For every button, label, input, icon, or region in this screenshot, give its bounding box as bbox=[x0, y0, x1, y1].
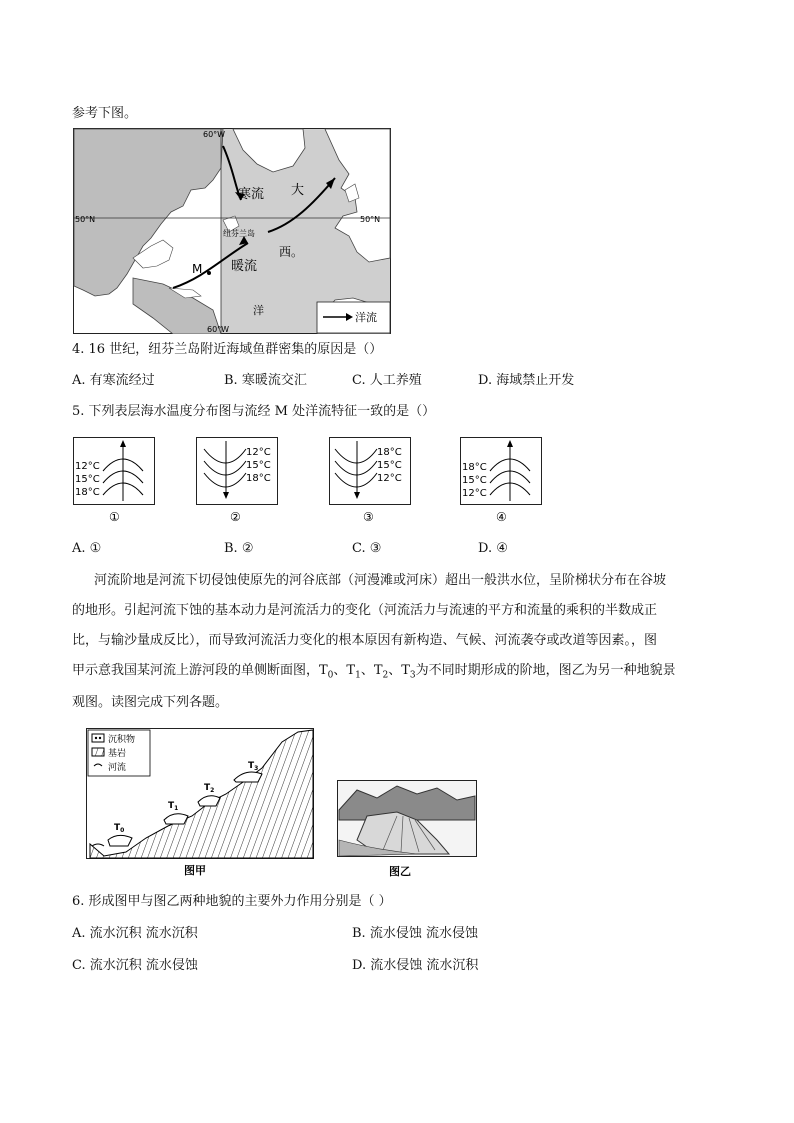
figure-yi-landform bbox=[337, 780, 477, 880]
label-t0: $T_0$ bbox=[114, 823, 125, 834]
q6-option-c[interactable]: C. 流水沉积 流水侵蚀 bbox=[72, 958, 198, 973]
q5-option-b[interactable]: B. ② bbox=[224, 541, 254, 556]
q4-option-a[interactable]: A. 有寒流经过 bbox=[72, 373, 155, 388]
q4-option-b[interactable]: B. 寒暖流交汇 bbox=[224, 373, 307, 388]
legend-river-label: 河流 bbox=[108, 763, 127, 773]
legend-sediment-label: 沉积物 bbox=[108, 735, 136, 745]
passage-line-3: 比，与输沙量成反比），而导致河流活力变化的根本原因有新构造、气候、河流袭夺或改道等因素。，图 bbox=[72, 633, 658, 648]
map-lon-top-label: 60°W bbox=[203, 130, 226, 139]
q5-option-a[interactable]: A. ① bbox=[72, 541, 102, 556]
figure-jia-terrace-section bbox=[86, 728, 314, 880]
q4-stem: 4. 16 世纪，纽芬兰岛附近海域鱼群密集的原因是（） bbox=[72, 342, 383, 357]
diagram-4-label: ④ bbox=[496, 510, 507, 524]
q6-option-a[interactable]: A. 流水沉积 流水沉积 bbox=[72, 926, 198, 941]
map-yang-label: 洋 bbox=[253, 304, 264, 317]
legend-bedrock-icon bbox=[92, 748, 104, 756]
point-m-marker bbox=[207, 271, 211, 275]
q5-option-d[interactable]: D. ④ bbox=[478, 541, 508, 556]
figure-yi-caption: 图乙 bbox=[389, 865, 411, 878]
temp-diagram-2 bbox=[196, 437, 278, 529]
q4-option-c[interactable]: C. 人工养殖 bbox=[352, 373, 422, 388]
map-legend-label: 洋流 bbox=[355, 311, 377, 324]
diagram-3-temp-1: 18°C bbox=[377, 447, 402, 458]
diagram-2-label: ② bbox=[230, 510, 241, 524]
label-t3: $T_3$ bbox=[248, 761, 259, 772]
label-t1: $T_1$ bbox=[168, 801, 179, 812]
diagram-1-temp-3: 18°C bbox=[75, 487, 100, 498]
temp-diagram-1 bbox=[73, 437, 155, 529]
diagram-1-temp-1: 12°C bbox=[75, 461, 100, 472]
q4-option-d[interactable]: D. 海域禁止开发 bbox=[478, 373, 575, 388]
map-lat-right-label: 50°N bbox=[360, 215, 381, 224]
q6-option-d[interactable]: D. 流水侵蚀 流水沉积 bbox=[352, 958, 479, 973]
map-lon-bottom-label: 60°W bbox=[207, 325, 230, 334]
diagram-4-temp-3: 12°C bbox=[462, 488, 487, 499]
q6-option-b[interactable]: B. 流水侵蚀 流水侵蚀 bbox=[352, 926, 478, 941]
q5-option-c[interactable]: C. ③ bbox=[352, 541, 382, 556]
temp-diagram-4 bbox=[460, 437, 542, 529]
q6-stem: 6. 形成图甲与图乙两种地貌的主要外力作用分别是（ ） bbox=[72, 894, 392, 909]
diagram-4-temp-1: 18°C bbox=[462, 462, 487, 473]
map-xi-label: 西。 bbox=[279, 245, 304, 259]
map-warm-current-label: 暖流 bbox=[231, 259, 258, 274]
diagram-2-temp-3: 18°C bbox=[246, 473, 271, 484]
diagram-2-temp-2: 15°C bbox=[246, 460, 271, 471]
q5-stem: 5. 下列表层海水温度分布图与流经 M 处洋流特征一致的是（） bbox=[72, 404, 436, 419]
temp-diagram-3 bbox=[329, 437, 411, 529]
passage-line-5: 观图。读图完成下列各题。 bbox=[72, 695, 229, 710]
diagram-4-temp-2: 15°C bbox=[462, 475, 487, 486]
diagram-3-label: ③ bbox=[363, 510, 374, 524]
map-lat-left-label: 50°N bbox=[75, 215, 96, 224]
figure-jia-caption: 图甲 bbox=[184, 864, 206, 877]
passage-line-1: 河流阶地是河流下切侵蚀使原先的河谷底部（河漫滩或河床）超出一般洪水位，呈阶梯状分布在谷坡 bbox=[94, 573, 667, 588]
diagram-3-temp-2: 15°C bbox=[377, 460, 402, 471]
passage-line-2: 的地形。引起河流下蚀的基本动力是河流活力的变化（河流活力与流速的平方和流量的乘积的半数成正 bbox=[72, 603, 658, 618]
map-m-label: M bbox=[192, 262, 203, 276]
map-newfoundland-label: 纽芬兰岛 bbox=[223, 229, 255, 238]
intro-text: 参考下图。 bbox=[72, 106, 138, 121]
passage-line-4: 甲示意我国某河流上游河段的单侧断面图，$T_0$、$T_1$、$T_2$、$T_3$为不同时期形成的阶地，图乙为另一种地貌景 bbox=[72, 663, 676, 681]
map-da-label: 大 bbox=[291, 183, 305, 198]
legend-sediment-icon bbox=[92, 734, 104, 742]
legend-bedrock-label: 基岩 bbox=[108, 749, 127, 759]
map-cold-current-label: 寒流 bbox=[238, 187, 265, 202]
diagram-2-temp-1: 12°C bbox=[246, 447, 271, 458]
ocean-current-map bbox=[73, 128, 391, 334]
label-t2: $T_2$ bbox=[204, 783, 215, 794]
diagram-1-label: ① bbox=[109, 510, 120, 524]
diagram-3-temp-3: 12°C bbox=[377, 473, 402, 484]
diagram-1-temp-2: 15°C bbox=[75, 474, 100, 485]
